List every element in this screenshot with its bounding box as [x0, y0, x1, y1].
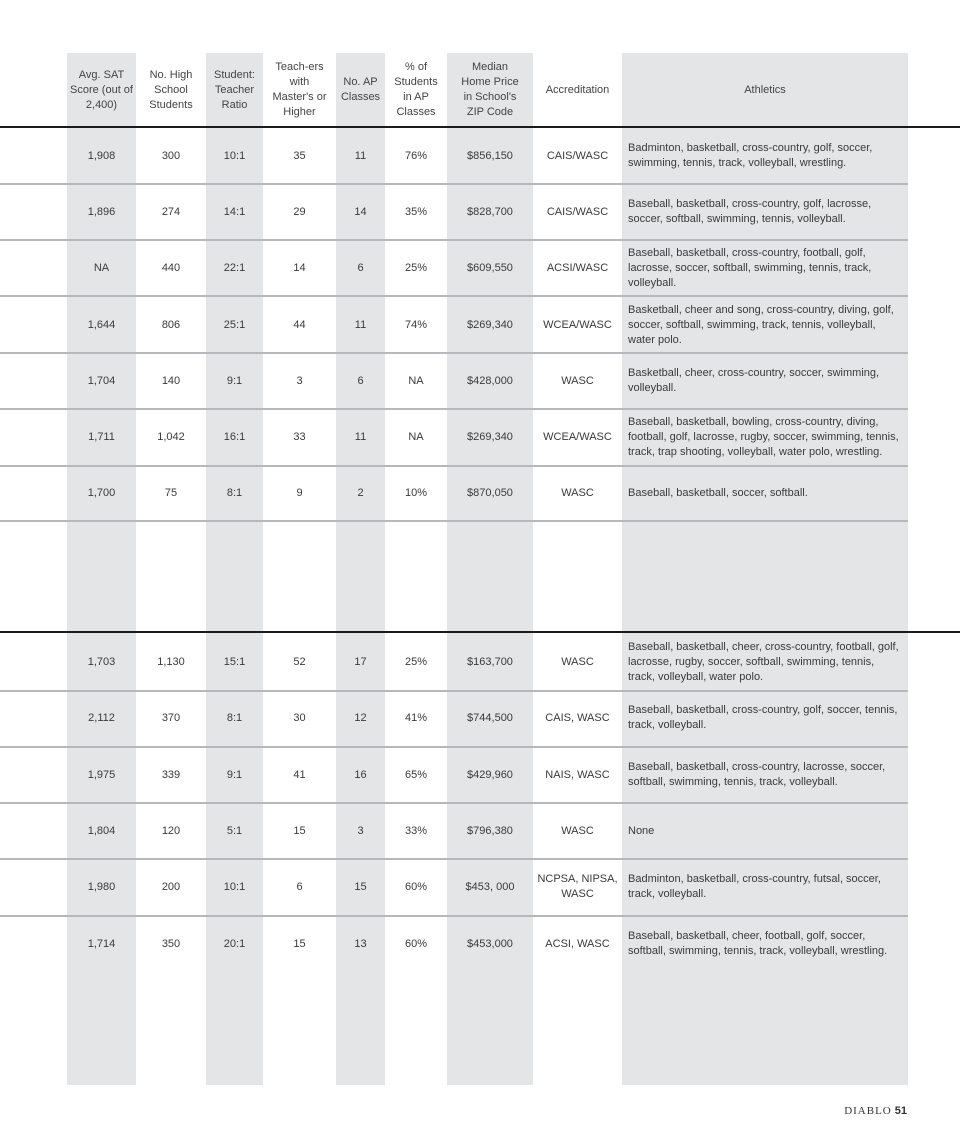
cell-athletics: Badminton, basketball, cross-country, futsal, soccer, track, volleyball. — [628, 873, 881, 900]
cell-athletics: None — [628, 824, 655, 837]
cell-accred: ACSI/WASC — [546, 261, 609, 274]
cell-ap-pct: 33% — [404, 824, 428, 837]
cell-home: $796,380 — [467, 824, 513, 837]
cell-accred: WASC — [561, 374, 594, 387]
cell-accred: WASC — [561, 824, 594, 837]
cell-sat: 2,112 — [88, 711, 115, 724]
cell-students: 300 — [161, 149, 181, 162]
cell-ap-pct: 10% — [404, 486, 428, 499]
cell-athletics: Baseball, basketball, cross-country, golf, soccer, tennis, track, volleyball. — [628, 704, 898, 731]
cell-ratio: 10:1 — [223, 149, 246, 162]
cell-masters: 35 — [293, 149, 306, 162]
row-divider — [0, 802, 908, 804]
cell-ap: 15 — [354, 880, 367, 893]
header-students: No. High School Students — [149, 68, 193, 111]
cell-ap: 13 — [354, 937, 367, 950]
cell-masters: 14 — [293, 261, 306, 274]
cell-athletics: Baseball, basketball, soccer, softball. — [628, 486, 808, 499]
cell-accred: WCEA/WASC — [543, 430, 612, 443]
cell-ap-pct: 25% — [404, 655, 428, 668]
cell-masters: 3 — [296, 374, 303, 387]
magazine-name: DIABLO — [844, 1105, 892, 1117]
cell-masters: 15 — [293, 824, 306, 837]
cell-students: 350 — [161, 937, 181, 950]
cell-ratio: 20:1 — [223, 937, 246, 950]
header-sat: Avg. SAT Score (out of 2,400) — [70, 68, 133, 111]
cell-home: $269,340 — [467, 318, 513, 331]
cell-masters: 52 — [293, 655, 306, 668]
cell-home: $429,960 — [467, 768, 513, 781]
cell-home: $453, 000 — [465, 880, 515, 893]
cell-accred: WASC — [561, 655, 594, 668]
cell-ap: 6 — [357, 261, 364, 274]
cell-ap-pct: NA — [408, 374, 424, 387]
cell-accred: WASC — [561, 486, 594, 499]
cell-sat: 1,980 — [87, 880, 116, 893]
cell-home: $609,550 — [467, 261, 513, 274]
cell-athletics: Baseball, basketball, cross-country, golf, lacrosse, soccer, softball, swimming, tennis, volleyball. — [628, 198, 872, 225]
cell-students: 1,042 — [157, 430, 185, 443]
cell-masters: 33 — [293, 430, 306, 443]
cell-accred: WCEA/WASC — [543, 318, 612, 331]
cell-masters: 29 — [293, 205, 306, 218]
cell-athletics: Baseball, basketball, cross-country, lacrosse, soccer, softball, swimming, tennis, track, volleyball. — [628, 761, 886, 788]
header-home: Median Home Price in School's ZIP Code — [461, 61, 519, 118]
cell-sat: 1,908 — [87, 149, 116, 162]
header-masters: Teach-ers with Master's or Higher — [272, 61, 327, 118]
cell-students: 140 — [161, 374, 181, 387]
cell-ap-pct: 60% — [404, 937, 428, 950]
cell-ap-pct: 25% — [404, 261, 428, 274]
cell-ap: 16 — [354, 768, 367, 781]
cell-accred: CAIS, WASC — [545, 711, 610, 724]
cell-students: 274 — [161, 205, 181, 218]
cell-ratio: 15:1 — [223, 655, 246, 668]
row-divider — [0, 520, 908, 522]
header-ap: No. AP Classes — [340, 76, 381, 103]
cell-ratio: 8:1 — [226, 486, 243, 499]
cell-ap: 14 — [354, 205, 367, 218]
cell-masters: 30 — [293, 711, 306, 724]
cell-masters: 6 — [296, 880, 303, 893]
cell-sat: 1,700 — [87, 486, 116, 499]
cell-students: 370 — [161, 711, 181, 724]
page-number: 51 — [894, 1105, 907, 1117]
cell-ap-pct: 74% — [404, 318, 428, 331]
cell-ap: 17 — [354, 655, 367, 668]
cell-ratio: 14:1 — [223, 205, 246, 218]
cell-ap-pct: 60% — [404, 880, 428, 893]
cell-athletics: Badminton, basketball, cross-country, golf, soccer, swimming, tennis, track, volleyball, wrestling. — [628, 142, 873, 169]
row-divider — [0, 915, 908, 917]
cell-sat: 1,714 — [87, 937, 116, 950]
section-rule — [0, 631, 960, 633]
row-divider — [0, 295, 908, 297]
cell-ap-pct: 35% — [404, 205, 428, 218]
header-rule — [0, 126, 960, 128]
cell-home: $744,500 — [467, 711, 513, 724]
cell-athletics: Baseball, basketball, cheer, football, golf, soccer, softball, swimming, tennis, track, volleyball, wrestling. — [628, 930, 888, 957]
cell-sat: 1,804 — [87, 824, 116, 837]
cell-ap: 12 — [354, 711, 367, 724]
cell-athletics: Baseball, basketball, bowling, cross-country, diving, football, golf, lacrosse, rugby, soccer, swimming, tennis, track, trap shooting, volleyball, water polo, wrestling. — [628, 415, 899, 458]
cell-home: $870,050 — [467, 486, 513, 499]
row-divider — [0, 408, 908, 410]
cell-accred: CAIS/WASC — [546, 149, 609, 162]
cell-ap: 11 — [354, 430, 367, 443]
cell-accred: CAIS/WASC — [546, 205, 609, 218]
cell-athletics: Basketball, cheer, cross-country, soccer, swimming, volleyball. — [628, 367, 880, 394]
cell-home: $428,000 — [467, 374, 513, 387]
cell-sat: 1,711 — [88, 430, 115, 443]
cell-ap-pct: 76% — [404, 149, 428, 162]
page-footer — [844, 1105, 907, 1117]
cell-ap-pct: 41% — [404, 711, 428, 724]
cell-ratio: 16:1 — [223, 430, 246, 443]
cell-ap: 3 — [357, 824, 364, 837]
cell-home: $163,700 — [467, 655, 513, 668]
row-divider — [0, 858, 908, 860]
row-divider — [0, 352, 908, 354]
cell-ratio: 10:1 — [223, 880, 246, 893]
cell-ap-pct: NA — [408, 430, 424, 443]
cell-students: 120 — [161, 824, 181, 837]
cell-students: 339 — [161, 768, 181, 781]
cell-students: 806 — [161, 318, 181, 331]
cell-sat: 1,644 — [87, 318, 116, 331]
row-divider — [0, 183, 908, 185]
cell-sat: 1,896 — [87, 205, 116, 218]
cell-ratio: 9:1 — [226, 374, 243, 387]
cell-students: 75 — [164, 486, 178, 499]
cell-masters: 9 — [296, 486, 303, 499]
cell-students: 200 — [161, 880, 181, 893]
header-ap-pct: % of Students in AP Classes — [394, 61, 438, 118]
cell-athletics: Basketball, cheer and song, cross-country, diving, golf, soccer, softball, swimming, track, tennis, volleyball, water polo. — [628, 303, 894, 346]
cell-accred: ACSI, WASC — [545, 937, 610, 950]
cell-home: $453,000 — [467, 937, 513, 950]
cell-sat: 1,975 — [87, 768, 116, 781]
cell-ap: 2 — [357, 486, 364, 499]
cell-home: $856,150 — [467, 149, 513, 162]
row-divider — [0, 746, 908, 748]
cell-athletics: Baseball, basketball, cross-country, football, golf, lacrosse, soccer, softball, swimming, tennis, track, volleyball. — [628, 246, 872, 289]
cell-ratio: 8:1 — [226, 711, 243, 724]
cell-sat: 1,704 — [87, 374, 116, 387]
header-accred: Accreditation — [545, 83, 610, 96]
cell-ratio: 5:1 — [226, 824, 243, 837]
cell-ap: 11 — [354, 149, 367, 162]
cell-ratio: 25:1 — [223, 318, 246, 331]
cell-athletics: Baseball, basketball, cheer, cross-country, football, golf, lacrosse, rugby, soccer, softball, swimming, tennis, track, volleyball, water polo. — [628, 640, 899, 683]
cell-ap-pct: 65% — [404, 768, 428, 781]
cell-accred: NCPSA, NIPSA, WASC — [537, 873, 618, 900]
cell-students: 440 — [161, 261, 181, 274]
cell-ratio: 22:1 — [223, 261, 246, 274]
header-athletics: Athletics — [744, 83, 786, 96]
header-ratio: Student: Teacher Ratio — [214, 68, 255, 111]
cell-masters: 44 — [293, 318, 306, 331]
cell-sat: NA — [93, 261, 110, 274]
cell-accred: NAIS, WASC — [545, 768, 610, 781]
cell-ratio: 9:1 — [226, 768, 243, 781]
row-divider — [0, 239, 908, 241]
cell-sat: 1,703 — [87, 655, 116, 668]
cell-ap: 11 — [354, 318, 367, 331]
cell-ap: 6 — [357, 374, 364, 387]
cell-masters: 15 — [293, 937, 306, 950]
cell-masters: 41 — [293, 768, 306, 781]
cell-home: $828,700 — [467, 205, 513, 218]
cell-home: $269,340 — [467, 430, 513, 443]
cell-students: 1,130 — [157, 655, 185, 668]
